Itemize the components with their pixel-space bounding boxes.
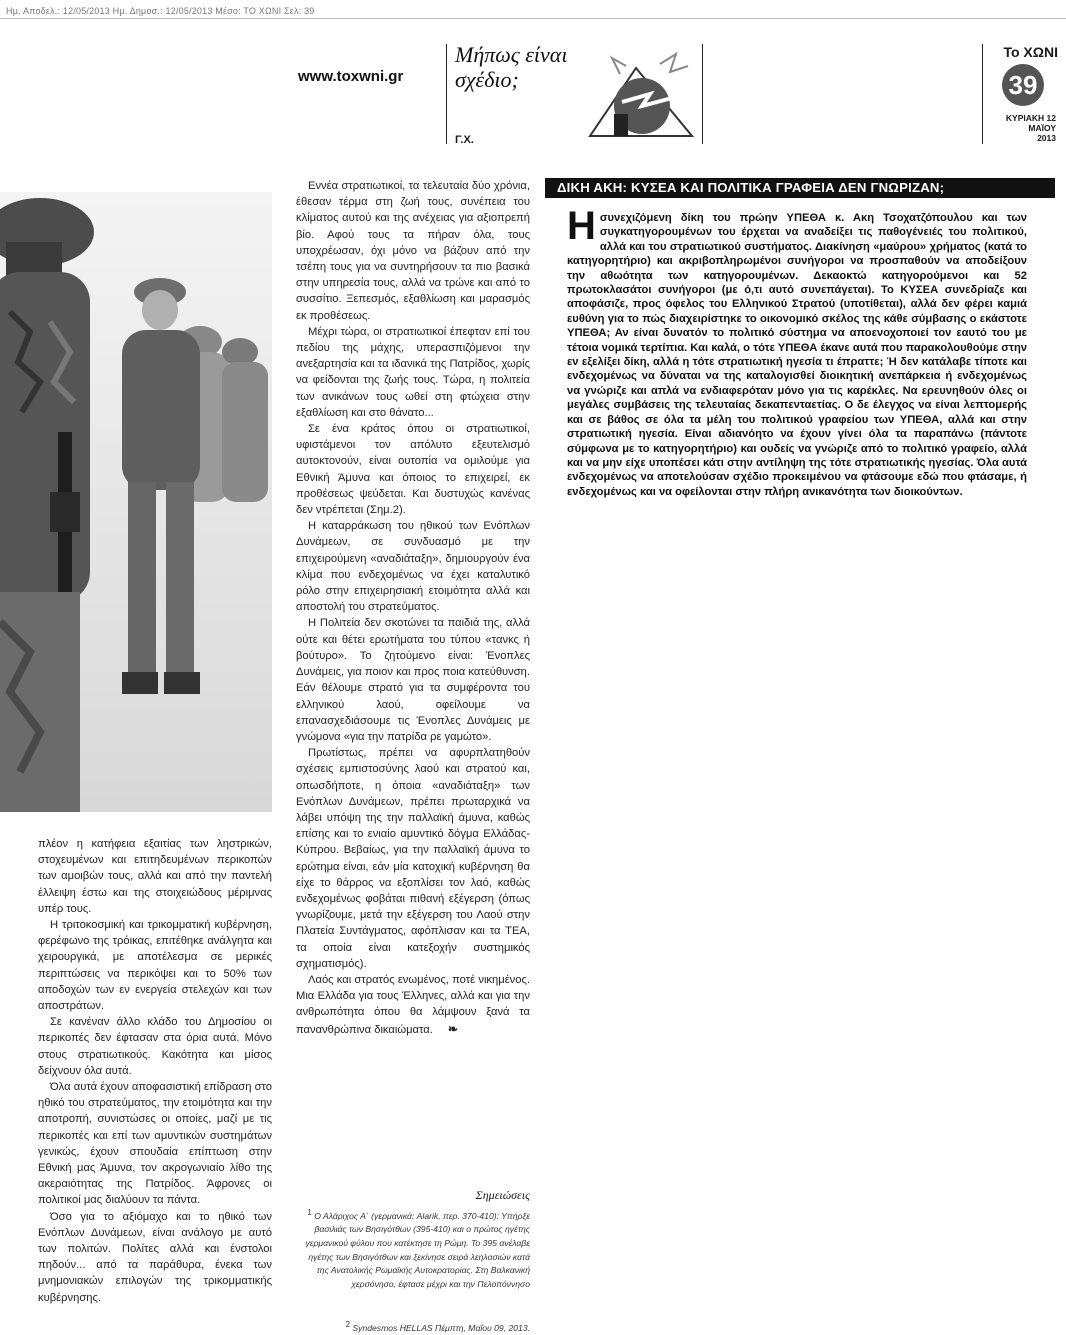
- page-number-badge: 39: [1002, 64, 1044, 106]
- paragraph: Σε κανέναν άλλο κλάδο του Δημοσίου οι περικοπές δεν έφτασαν στα όρια αυτά. Μόνο στους στρατιωτικούς. Κακότητα και μίσος δείχνουν όλα αυτά.: [38, 1016, 272, 1077]
- paragraph: Πρωτίστως, πρέπει να αφυρπλατηθούν σχέσεις εμπιστοσύνης λαού και στρατού και, οπωσδήποτε, η όποια «αναδιάταξη» των Ενόπλων Δυνάμεων, πρέπει πρωταρχικά να λάβει υπόψη της την παλλαϊκή άμυνα, καθώς επίσης και το ενιαίο αμυντικό δόγμα Ελλάδας-Κύπρου. Βεβαίως, για την παλλαϊκή άμυνα το ερώτημα είναι, εάν μία κατοχική κυβέρνηση θα είχε το θάρρος να εξοπλίσει τον λαό, καθώς ενδεχομένως φοβάται πιθανή εξέγερση (όπως γνωρίζουμε, μετά την εξέγερση του Λαού στην Πλατεία Συντάγματος, αφόπλισαν και τα ΤΕΑ, τα οποία είναι κατεξοχήν συστημικός σχηματισμός).: [296, 747, 530, 970]
- top-rule: [0, 18, 1066, 19]
- footnote-1-mark: 1: [307, 1208, 312, 1217]
- paragraph: πλέον η κατήφεια εξαιτίας των ληστρικών, στοχευμένων και επιτηδευμένων περικοπών των αμοιβών τους, αλλά και από την παντελή έλλειψη έστω και της στοιχειώδους μέριμνας υπέρ τους.: [38, 838, 272, 915]
- box-headline: ΔΙΚΗ ΑΚΗ: ΚΥΣΕΑ ΚΑΙ ΠΟΛΙΤΙΚΑ ΓΡΑΦΕΙΑ ΔΕΝ ΓΝΩΡΙΖΑΝ;: [545, 178, 1055, 198]
- paragraph-text: Λαός και στρατός ενωμένος, ποτέ νικημένος. Μια Ελλάδα για τους Έλληνες, αλλά και για την ανθρωπότητα όπου θα λάμψουν ξανά τα πανανθρώπινα δικαιώματα.: [296, 973, 530, 1036]
- paragraph: Όλα αυτά έχουν αποφασιστική επίδραση στο ηθικό του στρατεύματος, την ετοιμότητα και την αποτροπή, συνιστώσες οι οποίες, μαζί με τις περικοπές και επί των αμυντικών συστημάτων γενικώς, έχουν σπουδαία επίπτωση στην Εθνική μας Άμυνα, τον ακρογωνιαίο λίθο της ακεραιότητας της Πατρίδος. Άφρονες οι πολιτικοί μας διαλύουν τα πάντα.: [38, 1081, 272, 1207]
- footnote-2-text: Syndesmos HELLAS Πέμπτη, Μαΐου 09, 2013.: [352, 1322, 530, 1333]
- article-column-2: [296, 178, 530, 1038]
- paragraph: Σε ένα κράτος όπου οι στρατιωτικοί, υφιστάμενοι τον απόλυτο εξευτελισμό αυτοκτονούν, είναι ουτοπία να ομιλούμε για Εθνική Άμυνα και όποιος το επιχειρεί, εκ προθέσεως ψεύδεται. Και δυστυχώς κανένας δεν ντρέπεται (Σημ.2).: [296, 423, 530, 517]
- issue-month: ΜΑΪΟΥ: [1028, 123, 1056, 133]
- paragraph: [296, 972, 530, 1038]
- drop-cap: Η: [567, 204, 596, 248]
- newspaper-name: Το ΧΩΝΙ: [1003, 44, 1058, 60]
- paragraph: Μέχρι τώρα, οι στρατιωτικοί έπεφταν επί του πεδίου της μάχης, υπερασπιζόμενοι την ανεξαρτησία και τα ιδανικά της Πατρίδος, χωρίς να φείδονται της ζωής τους. Τώρα, η πολιτεία των ανικάνων τους ωθεί στη φτώχεια στην εξαθλίωση και στο θάνατο...: [296, 325, 530, 419]
- footnote-1: [300, 1206, 530, 1291]
- box-text: συνεχιζόμενη δίκη του πρώην ΥΠΕΘΑ κ. Ακη Τσοχατζόπουλου και των συγκατηγορουμένων του έρχεται να αναδείξει τις παθογένειές του πολιτικού, αλλά και του στρατιωτικού συστήματος. Διακίνηση «μαύρου» χρήματος (κατά το κατηγορητήριο) και ακριβοπληρωμένοι συνήγοροι να προσπαθούν να αποδείξουν την αθωότητα των κατηγορουμένων. Δεκαοκτώ κατηγορούμενοι και 52 πρωτοκλασάτοι συνήγοροι (με ό,τι αυτό συνεπάγεται). Το ΚΥΣΕΑ συνεδρίαζε και αποφάσιζε, προς όφελος του Ελληνικού Στρατού (υποτίθεται), αλλά δεν φέρει καμιά ευθύνη για το πώς διαχειρίστηκε το οικονομικό σκέλος της κάθε σύμβασης ο εκάστοτε ΥΠΕΘΑ; Αν είναι δυνατόν το πολιτικό σύστημα να αποενοχοποιεί τον εαυτό του με τέτοια νομικά τερτίπια. Και καλά, ο τότε ΥΠΕΘΑ έκανε αυτά που παρακολουθούμε στην εν εξελίξει δίκη, αλλά η τότε στρατιωτική ηγεσία τι έπραττε; Ή δεν κατάλαβε τίποτε και ενδεχομένως να δύναται να της καταλογισθεί διοικητική ανεπάρκεια ή ενδεχομένως να γνώριζε και απλά να ενδιαφερόταν μόνο για τις καρέκλες. Να ερευνηθούν όλες οι μεγάλες συμβάσεις της τελευταίας δεκαπενταετίας. Ο δε έλεγχος να είναι λεπτομερής και σε βάθος σε όλα τα μέλη του πολιτικού γραφείου των ΥΠΕΘΑ, αλλά και στην στρατιωτική ηγεσία. Είναι αδιανόητο να έχουν γίνει όλα τα παραπάνω (πάντοτε σύμφωνα με το κατηγορητήριο) και ουδείς να γνώριζε από το πολιτικό γραφείο, αλλά και να μην είχε υποπέσει κάτι στην αντίληψη της τότε στρατιωτικής ηγεσίας. Όλα αυτά ενδεχομένως να αποτελούσαν σχέδιο προκειμένου να φτάσουμε εδώ που φτάσαμε, ή ενδεχομένως και να οφείλονται στην πλήρη ανικανότητα των διοικούντων.: [567, 212, 1027, 498]
- column-logo-icon: [580, 44, 700, 144]
- paragraph: Η Πολιτεία δεν σκοτώνει τα παιδιά της, αλλά ούτε και θέτει ερωτήματα του τύπου «τανκς ή βούτυρο». Το ζητούμενο είναι: Ένοπλες Δυνάμεις, για ποιον και προς ποια κατεύθυνση. Εάν θέλουμε στρατό για τα συμφέροντα του ελληνικού λαού, οφείλουμε να επανασχεδιάσουμε τις Ένοπλες Δυνάμεις με γνώμονα «για την πατρίδα ρε γαμώτο».: [296, 617, 530, 743]
- issue-year: 2013: [1037, 133, 1056, 143]
- paragraph: Όσο για το αξιόμαχο και το ηθικό των Ενόπλων Δυνάμεων, είναι ανάλογο με αυτό των πολιτών. Πολίτες αλλά και ένστολοι πηδούν... από τα παράθυρα, ένεκα των μνημονιακών επιλογών της τρικομματικής κυβέρνησης.: [38, 1210, 272, 1304]
- end-mark-icon: ❧: [447, 1021, 458, 1036]
- paragraph: Η καταρράκωση του ηθικού των Ενόπλων Δυνάμεων, σε συνδυασμό με την επιχειρούμενη «αναδιάταξη», δημιουργούν ένα κλίμα που ενδεχομένως να έχει καταλυτικό ρόλο στην επιχειρησιακή ετοιμότητα αλλά και αποστολή του στρατεύματος.: [296, 520, 530, 614]
- article-column-1: [38, 836, 272, 1306]
- header-divider-mid: [702, 44, 703, 144]
- footnote-2: [300, 1318, 530, 1335]
- footnote-1-text: Ο Αλάριχος Α΄ (γερμανικά: Alarik, περ. 370-410): Υπήρξε βασιλιάς των Βησιγότθων (395-410) και ο πρώτος ηγέτης γερμανικού φύλου που κατέκτησε τη Ρώμη. Το 395 ανέλαβε ηγέτης των Βησιγότθων και ξεκίνησε σειρά λεηλασιών κατά της Ανατολικής Ρωμαϊκής Αυτοκρατορίας. Στη Βαλκανική χερσόνησο, έφτασε μέχρι και την Πελοπόννησο: [305, 1210, 530, 1289]
- issue-date: [1006, 113, 1056, 143]
- box-article: [567, 204, 1027, 499]
- author-initials: Γ.Χ.: [455, 134, 474, 146]
- notes-title: Σημειώσεις: [475, 1188, 530, 1202]
- column-title: Μήπως είναι σχέδιο;: [455, 42, 568, 92]
- clipping-meta: Ημ. Αποδελ.: 12/05/2013 Ημ. Δημοσ.: 12/05/2013 Μέσο: ΤΟ ΧΩΝΙ Σελ: 39: [6, 6, 315, 16]
- paragraph: Η τριτοκοσμική και τρικομματική κυβέρνηση, φερέφωνο της τρόικας, επιτέθηκε ανάλγητα και χειρουργικά, με αποτέλεσμα σε μερικές περιπτώσεις να περικόψει και το 50% των αποδοχών των εν ενεργεία στελεχών και των αποστράτων.: [38, 919, 272, 1013]
- header-divider-left: [446, 44, 447, 144]
- website-url: www.toxwni.gr: [298, 68, 404, 85]
- issue-day: ΚΥΡΙΑΚΗ 12: [1005, 113, 1056, 123]
- soldiers-photo: [0, 192, 272, 812]
- paragraph: Εννέα στρατιωτικοί, τα τελευταία δύο χρόνια, έθεσαν τέρμα στη ζωή τους, συνέπεια του κλίματος αυτού και της ανέχειας για αξιοπρεπή βίο. Αφού τους τα πήραν όλα, τους υποχρέωσαν, όχι μόνο να βάζουν από την τσέπη τους για να συντηρήσουν τα πιο βασικά στην υπηρεσία τους, αλλά να τρώνε και από το συσσίτιο. Ξεπεσμός, εξαθλίωση και μαρασμός εκ προθέσεως.: [296, 180, 530, 322]
- footnote-2-mark: 2: [345, 1320, 351, 1329]
- header-divider-right: [982, 44, 983, 144]
